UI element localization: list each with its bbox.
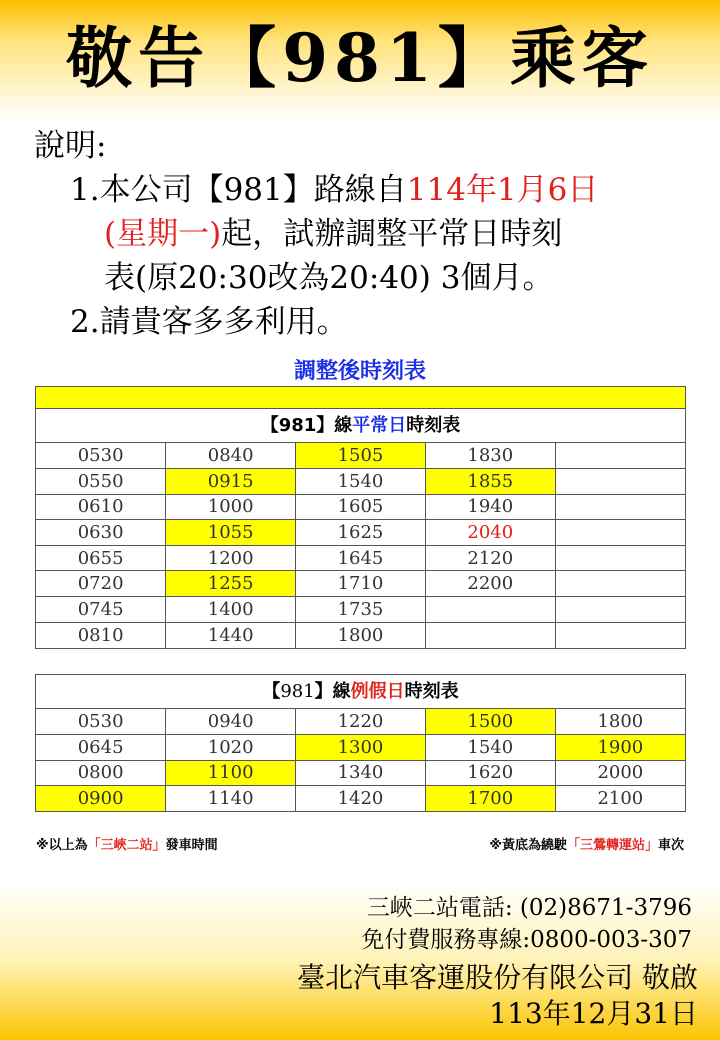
notice-item-1	[34, 168, 598, 212]
departure-time-cell: 1300	[296, 735, 426, 761]
footnote-departure-station	[36, 834, 218, 853]
footnote-text: 發車時間	[165, 838, 218, 853]
departure-time-cell: 1940	[425, 494, 555, 520]
departure-time-cell: 1220	[296, 709, 426, 735]
weekday-timetable-grid	[36, 443, 685, 648]
timetable-row	[36, 469, 685, 495]
timetable-subtitle: 調整後時刻表	[293, 359, 426, 384]
timetable-row	[36, 443, 685, 469]
departure-time-cell: 1700	[425, 786, 555, 812]
footnote-text: ※黃底為繞駛	[489, 838, 567, 853]
departure-time-cell: 1645	[296, 545, 426, 571]
departure-time-cell: 1605	[296, 494, 426, 520]
timetable-row	[36, 760, 685, 786]
station-phone: 三峽二站電話: (02)8671-3796	[366, 895, 692, 921]
departure-time-cell: 1140	[166, 786, 296, 812]
header-bracket: 【	[260, 415, 279, 436]
departure-time-cell	[555, 469, 685, 495]
header-bracket: 【	[262, 681, 281, 702]
header-line: 】線	[316, 415, 353, 436]
header-route: 981	[278, 415, 317, 436]
departure-time-cell: 1000	[166, 494, 296, 520]
footnote-station: 「三峽二站」	[87, 838, 166, 853]
departure-time-cell: 0655	[36, 545, 166, 571]
departure-time-cell: 1055	[166, 520, 296, 546]
departure-time-cell: 0530	[36, 709, 166, 735]
header-line: 】線	[314, 681, 351, 702]
departure-time-cell: 0530	[36, 443, 166, 469]
departure-time-cell: 0800	[36, 760, 166, 786]
departure-time-cell: 1625	[296, 520, 426, 546]
departure-time-cell: 1900	[555, 735, 685, 761]
header-day-type: 平常日	[352, 415, 407, 436]
departure-time-cell: 0915	[166, 469, 296, 495]
notice-item-1-line3: 表(原20:30改為20:40) 3個月。	[104, 260, 554, 296]
departure-time-cell: 1100	[166, 760, 296, 786]
weekday-timetable	[35, 386, 686, 649]
contact-info	[361, 892, 692, 956]
departure-time-cell: 0550	[36, 469, 166, 495]
timetable-row	[36, 520, 685, 546]
footnote-text: 車次	[657, 838, 684, 853]
departure-time-cell: 1420	[296, 786, 426, 812]
departure-time-cell: 0810	[36, 622, 166, 648]
header-suffix: 時刻表	[404, 681, 459, 702]
departure-time-cell: 1620	[425, 760, 555, 786]
departure-time-cell	[555, 571, 685, 597]
departure-time-cell: 1735	[296, 597, 426, 623]
yellow-bar	[36, 387, 685, 409]
holiday-timetable-header	[36, 675, 685, 709]
timetable-row	[36, 622, 685, 648]
departure-time-cell: 0610	[36, 494, 166, 520]
departure-time-cell	[555, 545, 685, 571]
footnote-detour	[489, 834, 684, 853]
service-hotline: 免付費服務專線:0800-003-307	[361, 927, 692, 953]
header-day-type: 例假日	[350, 681, 405, 702]
departure-time-cell: 0900	[36, 786, 166, 812]
departure-time-cell: 2040	[425, 520, 555, 546]
notice-date: 113年12月31日	[489, 997, 698, 1030]
timetable-row	[36, 735, 685, 761]
departure-time-cell: 2120	[425, 545, 555, 571]
departure-time-cell	[555, 443, 685, 469]
departure-time-cell: 1540	[296, 469, 426, 495]
departure-time-cell: 0720	[36, 571, 166, 597]
footnote-station: 「三鶯轉運站」	[566, 838, 658, 853]
footnote-text: ※以上為	[36, 838, 88, 853]
departure-time-cell: 2000	[555, 760, 685, 786]
notice-item-1-rest: 起，試辦調整平常日時刻	[221, 216, 563, 252]
departure-time-cell	[555, 494, 685, 520]
header-suffix: 時刻表	[406, 415, 461, 436]
departure-time-cell: 1540	[425, 735, 555, 761]
departure-time-cell: 1020	[166, 735, 296, 761]
departure-time-cell: 1800	[555, 709, 685, 735]
departure-time-cell	[555, 520, 685, 546]
departure-time-cell: 1340	[296, 760, 426, 786]
departure-time-cell: 0645	[36, 735, 166, 761]
departure-time-cell: 1800	[296, 622, 426, 648]
timetable-row	[36, 545, 685, 571]
departure-time-cell: 0840	[166, 443, 296, 469]
departure-time-cell: 1440	[166, 622, 296, 648]
timetable-row	[36, 709, 685, 735]
notice-heading: 說明:	[34, 128, 107, 164]
timetable-row	[36, 571, 685, 597]
weekday-timetable-header	[36, 409, 685, 443]
departure-time-cell: 1830	[425, 443, 555, 469]
departure-time-cell: 0940	[166, 709, 296, 735]
departure-time-cell: 2200	[425, 571, 555, 597]
company-signature: 臺北汽車客運股份有限公司 敬啟	[297, 961, 698, 994]
departure-time-cell: 1500	[425, 709, 555, 735]
departure-time-cell: 1855	[425, 469, 555, 495]
page-title: 敬告【981】乘客	[66, 19, 654, 97]
departure-time-cell	[555, 622, 685, 648]
timetable-row	[36, 597, 685, 623]
departure-time-cell: 1710	[296, 571, 426, 597]
departure-time-cell	[555, 597, 685, 623]
departure-time-cell: 2100	[597, 788, 644, 810]
departure-time-cell: 0745	[36, 597, 166, 623]
holiday-timetable-grid	[36, 709, 685, 811]
departure-time-cell: 1200	[166, 545, 296, 571]
header-route: 981	[280, 681, 315, 702]
departure-time-cell: 1400	[166, 597, 296, 623]
notice-item-1-date: 114年1月6日	[406, 172, 599, 208]
holiday-timetable	[35, 674, 686, 812]
notice-section	[34, 124, 598, 344]
departure-time-cell: 1505	[296, 443, 426, 469]
notice-item-1-weekday: (星期一)	[104, 216, 222, 252]
notice-item-2: 2.請貴客多多利用。	[70, 304, 348, 340]
departure-time-cell	[425, 597, 555, 623]
notice-item-1-line2	[34, 212, 598, 256]
timetable-row	[36, 494, 685, 520]
departure-time-cell: 0630	[36, 520, 166, 546]
notice-item-1-prefix: 1.本公司【981】路線自	[70, 172, 407, 208]
departure-time-cell: 1255	[166, 571, 296, 597]
timetable-row	[36, 786, 685, 812]
departure-time-cell	[425, 622, 555, 648]
